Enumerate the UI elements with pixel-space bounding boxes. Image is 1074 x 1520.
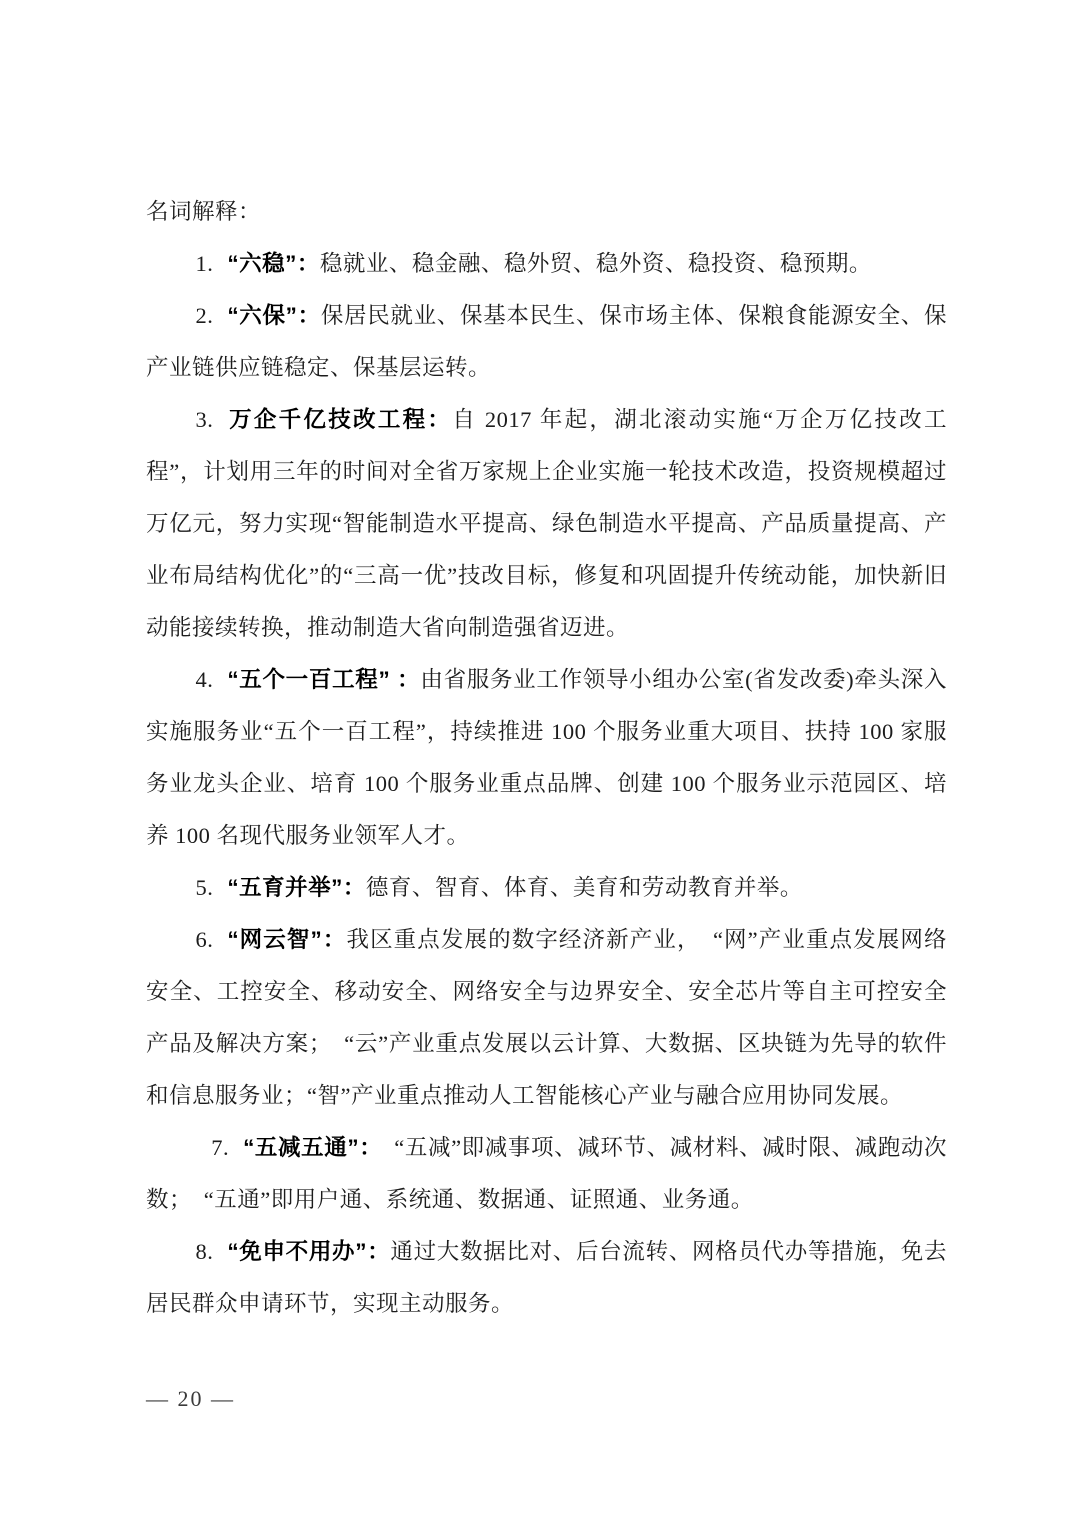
item-term: 万企千亿技改工程： [227, 407, 453, 432]
item-term: “六保”： [227, 303, 321, 328]
item-term: “五减五通”： [243, 1135, 372, 1160]
item-definition: 通过大数据比对、后台流转、网格员代办等措施，免去居民群众申请环节，实现主动服务。 [146, 1239, 947, 1316]
item-definition: “五减”即减事项、减环节、减材料、减时限、减跑动次数； “五通”即用户通、系统通、数据通、证照通、业务通。 [146, 1135, 947, 1212]
item-term: “六稳”： [227, 251, 320, 276]
page-number: — 20 — [146, 1386, 235, 1411]
glossary-item-4 [146, 654, 947, 862]
item-number: 2. [195, 303, 214, 328]
item-number: 4. [195, 667, 214, 692]
glossary-item-5 [146, 862, 947, 914]
item-number: 3. [195, 407, 214, 432]
item-definition: 稳就业、稳金融、稳外贸、稳外资、稳投资、稳预期。 [319, 251, 872, 276]
item-number: 6. [195, 927, 214, 952]
item-term: “网云智”： [227, 927, 347, 952]
item-number: 1. [195, 251, 214, 276]
glossary-item-7 [146, 1122, 947, 1226]
glossary-item-6 [146, 914, 947, 1122]
item-term: “五育并举”： [227, 875, 366, 900]
glossary-item-3 [146, 394, 947, 654]
glossary-title: 名词解释： [146, 199, 262, 224]
item-number: 8. [195, 1239, 214, 1264]
item-definition: 保居民就业、保基本民生、保市场主体、保粮食能源安全、保产业链供应链稳定、保基层运转。 [146, 303, 947, 380]
item-number: 5. [195, 875, 214, 900]
glossary-item-8 [146, 1226, 947, 1330]
item-definition: 德育、智育、体育、美育和劳动教育并举。 [365, 875, 803, 900]
item-definition: 我区重点发展的数字经济新产业， “网”产业重点发展网络安全、工控安全、移动安全、网络安全与边界安全、安全芯片等自主可控安全产品及解决方案； “云”产业重点发展以云计算、大数据、区块链为先导的软件和信息服务业；“智”产业重点推动人工智能核心产业与融合应用协同发展。 [146, 927, 947, 1108]
item-term: “五个一百工程” ： [227, 667, 421, 692]
glossary-item-1 [146, 238, 947, 290]
glossary-item-2 [146, 290, 947, 394]
document-content [146, 186, 947, 1330]
item-term: “免申不用办”： [227, 1239, 391, 1264]
item-number: 7. [211, 1135, 230, 1160]
item-definition: 由省服务业工作领导小组办公室(省发改委)牵头深入实施服务业“五个一百工程”，持续推进 100 个服务业重大项目、扶持 100 家服务业龙头企业、培育 100 个服务业重点品牌、创建 100 个服务业示范园区、培养 100 名现代服务业领军人才。 [146, 667, 947, 848]
item-definition: 自 2017 年起，湖北滚动实施“万企万亿技改工程”，计划用三年的时间对全省万家规上企业实施一轮技术改造，投资规模超过万亿元，努力实现“智能制造水平提高、绿色制造水平提高、产品质量提高、产业布局结构优化”的“三高一优”技改目标，修复和巩固提升传统动能，加快新旧动能接续转换，推动制造大省向制造强省迈进。 [146, 407, 947, 640]
